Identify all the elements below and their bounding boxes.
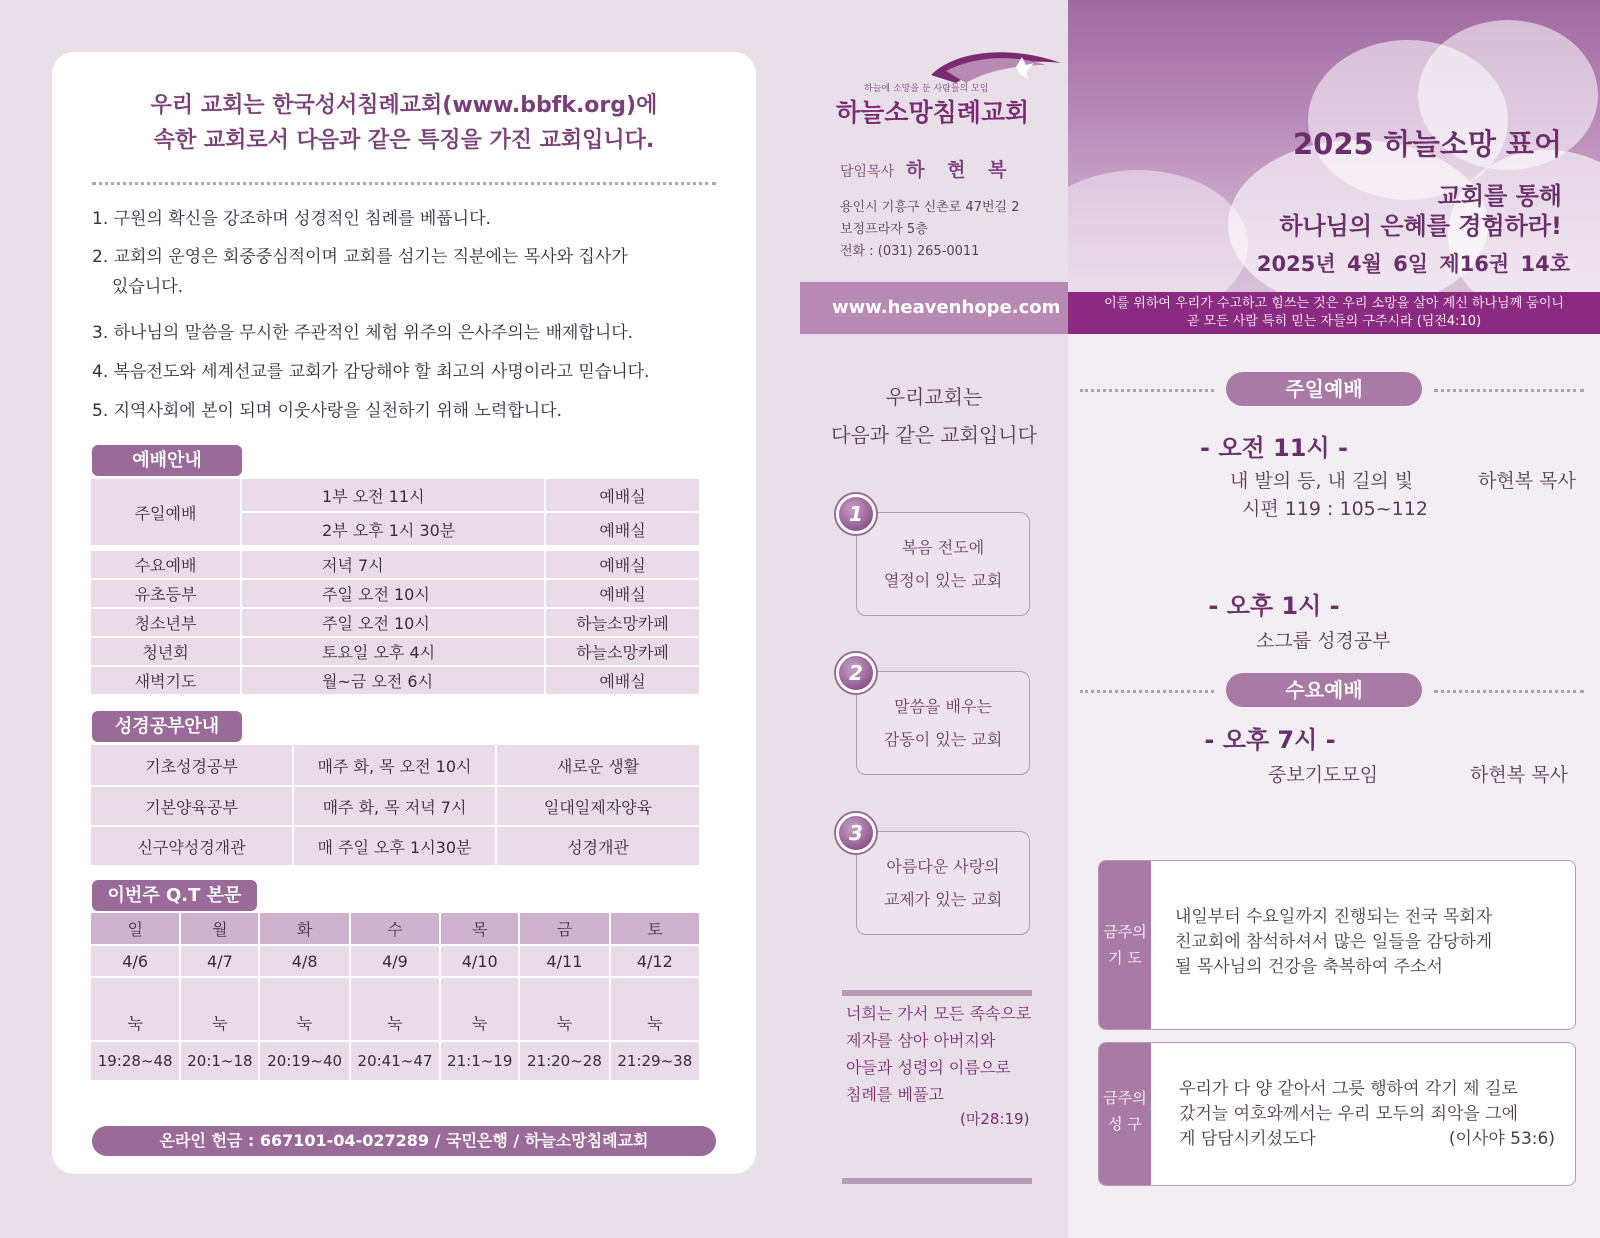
- issue-date: 2025년 4월 6일 제16권 14호: [1256, 252, 1570, 276]
- qt-verse: 20:1~18: [181, 1042, 260, 1082]
- service-name: 청년회: [91, 638, 242, 667]
- sermon-ref: 시편 119 : 105~112: [1242, 498, 1428, 520]
- service-time: 주일 오전 10시: [242, 609, 546, 638]
- pastor-name: 하 현 복: [906, 159, 1015, 181]
- weekly-scripture-box: [1098, 1042, 1576, 1186]
- qt-section-tag: 이번주 Q.T 본문: [92, 880, 257, 911]
- service-time: - 오후 7시 -: [1204, 726, 1336, 754]
- service-name: 유초등부: [91, 580, 242, 609]
- study-topic: 성경개관: [497, 827, 701, 867]
- pastor-info: [840, 155, 1014, 182]
- service-place: 하늘소망카페: [546, 638, 701, 667]
- qt-verse: 21:29~38: [611, 1042, 701, 1082]
- number-badge-icon: 1: [836, 494, 876, 534]
- service-place: 예배실: [546, 513, 701, 547]
- identity-item: 복음 전도에 열정이 있는 교회: [856, 512, 1030, 616]
- motto-line: 하나님의 은혜를 경험하라!: [1279, 212, 1562, 240]
- sunday-service-label: 주일예배: [1226, 372, 1422, 406]
- prayer-text: 내일부터 수요일까지 진행되는 전국 목회자 친교회에 참석하셔서 많은 일들을 감당하게 될 목사님의 건강을 축복하여 주소서: [1175, 907, 1493, 977]
- number-badge-icon: 2: [836, 653, 876, 693]
- service-time: 토요일 오후 4시: [242, 638, 546, 667]
- qt-day: 월: [181, 913, 260, 946]
- commission-verse: 너희는 가서 모든 족속으로 제자를 삼아 아버지와 아들과 성령의 이름으로 침례를 베풀고: [846, 1004, 1032, 1104]
- service-place: 예배실: [546, 551, 701, 580]
- motto-line: 교회를 통해: [1437, 182, 1562, 210]
- feature-item: 1. 구원의 확신을 강조하며 성경적인 침례를 베풉니다.: [92, 209, 491, 229]
- qt-verse: 19:28~48: [91, 1042, 181, 1082]
- qt-verse: 20:19~40: [260, 1042, 350, 1082]
- divider-bar: [842, 1178, 1032, 1184]
- qt-date: 4/12: [611, 946, 701, 978]
- study-topic: 일대일제자양육: [497, 787, 701, 827]
- service-name: 수요예배: [91, 551, 242, 580]
- dotted-divider: [1080, 389, 1214, 392]
- service-place: 하늘소망카페: [546, 609, 701, 638]
- service-place: 예배실: [546, 580, 701, 609]
- qt-day: 토: [611, 913, 701, 946]
- motto-verse-band: 이를 위하여 우리가 수고하고 힘쓰는 것은 우리 소망을 살아 계신 하나님께 둠이니 곧 모든 사람 특히 믿는 자들의 구주시라 (딤전4:10): [1068, 292, 1600, 334]
- website-link[interactable]: www.heavenhope.com: [800, 282, 1068, 334]
- qt-table: [91, 913, 701, 1082]
- study-name: 기초성경공부: [91, 745, 294, 787]
- identity-heading: 우리교회는 다음과 같은 교회입니다: [831, 385, 1037, 447]
- table-row: [91, 609, 701, 638]
- study-time: 매주 화, 목 저녁 7시: [294, 787, 497, 827]
- qt-day-row: [91, 913, 701, 946]
- qt-date-row: [91, 946, 701, 978]
- table-row: [91, 827, 701, 867]
- worship-schedule-table: [91, 479, 701, 696]
- pastor-label: 담임목사: [840, 164, 895, 180]
- dotted-divider: [1080, 690, 1214, 693]
- qt-date: 4/10: [441, 946, 520, 978]
- feature-item: 3. 하나님의 말씀을 무시한 주관적인 체험 위주의 은사주의는 배제합니다.: [92, 323, 634, 343]
- service-name: 청소년부: [91, 609, 242, 638]
- qt-day: 금: [520, 913, 610, 946]
- dotted-divider: [1434, 690, 1584, 693]
- cloud-sky-image: [1068, 0, 1600, 292]
- online-offering-bar: 온라인 헌금 : 667101-04-027289 / 국민은행 / 하늘소망침례교회: [92, 1126, 716, 1156]
- motto-title: 2025 하늘소망 표어: [1293, 127, 1562, 161]
- table-row: [91, 638, 701, 667]
- qt-date: 4/11: [520, 946, 610, 978]
- worship-section-tag: 예배안내: [92, 445, 242, 476]
- feature-item: 2. 교회의 운영은 회중중심적이며 교회를 섬기는 직분에는 목사와 집사가: [92, 247, 628, 267]
- qt-date: 4/9: [351, 946, 441, 978]
- service-time: 2부 오후 1시 30분: [242, 513, 546, 547]
- feature-item: 5. 지역사회에 본이 되며 이웃사랑을 실천하기 위해 노력합니다.: [92, 401, 562, 421]
- qt-book: 눅: [611, 978, 701, 1042]
- service-place: 예배실: [546, 667, 701, 696]
- table-row: [91, 551, 701, 580]
- intro-heading: 우리 교회는 한국성서침례교회(www.bbfk.org)에 속한 교회로서 다음과 같은 특징을 가진 교회입니다.: [150, 93, 658, 153]
- study-time: 매 주일 오후 1시30분: [294, 827, 497, 867]
- qt-verse: 21:1~19: [441, 1042, 520, 1082]
- qt-day: 일: [91, 913, 181, 946]
- prayer-label: 금주의 기 도: [1099, 861, 1151, 1029]
- church-address: 용인시 기흥구 신촌로 47번길 2 보정프라자 5층 전화 : (031) 265-0011: [840, 200, 1020, 259]
- qt-day: 목: [441, 913, 520, 946]
- preacher: 하현복 목사: [1478, 470, 1576, 492]
- service-time: - 오전 11시 -: [1200, 434, 1348, 462]
- sermon-title: 내 발의 등, 내 길의 빛: [1230, 470, 1414, 492]
- study-topic: 새로운 생활: [497, 745, 701, 787]
- table-row: [91, 479, 701, 513]
- weekly-prayer-box: [1098, 860, 1576, 1030]
- qt-day: 화: [260, 913, 350, 946]
- number-badge-icon: 3: [836, 813, 876, 853]
- qt-book: 눅: [181, 978, 260, 1042]
- feature-item: 있습니다.: [112, 277, 184, 297]
- service-place: 예배실: [546, 479, 701, 513]
- study-section-tag: 성경공부안내: [92, 711, 242, 742]
- table-row: [91, 667, 701, 696]
- scripture-ref: (이사야 53:6): [1448, 1129, 1555, 1149]
- table-row: [91, 580, 701, 609]
- qt-verse: 21:20~28: [520, 1042, 610, 1082]
- identity-item: 아름다운 사랑의 교제가 있는 교회: [856, 831, 1030, 935]
- scripture-label: 금주의 성 구: [1099, 1043, 1151, 1185]
- feature-item: 4. 복음전도와 세계선교를 교회가 감당해야 할 최고의 사명이라고 믿습니다.: [92, 362, 650, 382]
- service-time: 1부 오전 11시: [242, 479, 546, 513]
- divider-bar: [842, 990, 1032, 996]
- study-time: 매주 화, 목 오전 10시: [294, 745, 497, 787]
- session-title: 중보기도모임: [1268, 764, 1379, 786]
- wednesday-service-label: 수요예배: [1226, 673, 1422, 707]
- qt-book: 눅: [441, 978, 520, 1042]
- qt-book: 눅: [91, 978, 181, 1042]
- qt-verse-row: [91, 1042, 701, 1082]
- service-name: 주일예배: [91, 479, 242, 547]
- table-row: [91, 787, 701, 827]
- commission-ref: (마28:19): [960, 1110, 1030, 1128]
- service-time: 주일 오전 10시: [242, 580, 546, 609]
- qt-date: 4/7: [181, 946, 260, 978]
- session-title: 소그룹 성경공부: [1256, 630, 1391, 652]
- service-time: 월~금 오전 6시: [242, 667, 546, 696]
- qt-book: 눅: [260, 978, 350, 1042]
- qt-book: 눅: [520, 978, 610, 1042]
- dotted-divider: [1434, 389, 1584, 392]
- qt-book: 눅: [351, 978, 441, 1042]
- preacher: 하현복 목사: [1470, 764, 1568, 786]
- study-name: 신구약성경개관: [91, 827, 294, 867]
- church-info-card: [52, 52, 756, 1174]
- qt-book-row: [91, 978, 701, 1042]
- study-schedule-table: [91, 745, 701, 867]
- church-name: 하늘소망침례교회: [836, 98, 1030, 127]
- study-name: 기본양육공부: [91, 787, 294, 827]
- logo-tagline: 하늘에 소망을 둔 사람들의 모임: [864, 84, 989, 94]
- identity-item: 말씀을 배우는 감동이 있는 교회: [856, 671, 1030, 775]
- service-time: - 오후 1시 -: [1208, 592, 1340, 620]
- right-panel: [1068, 0, 1600, 1238]
- qt-verse: 20:41~47: [351, 1042, 441, 1082]
- qt-date: 4/8: [260, 946, 350, 978]
- table-row: [91, 745, 701, 787]
- scripture-text: 우리가 다 양 같아서 그릇 행하여 각기 제 길로 갔거늘 여호와께서는 우리 모두의 죄악을 그에 게 담담시키셨도다 (이사야 53:6): [1179, 1077, 1555, 1152]
- qt-day: 수: [351, 913, 441, 946]
- dotted-divider: [92, 182, 716, 185]
- service-time: 저녁 7시: [242, 551, 546, 580]
- service-name: 새벽기도: [91, 667, 242, 696]
- qt-date: 4/6: [91, 946, 181, 978]
